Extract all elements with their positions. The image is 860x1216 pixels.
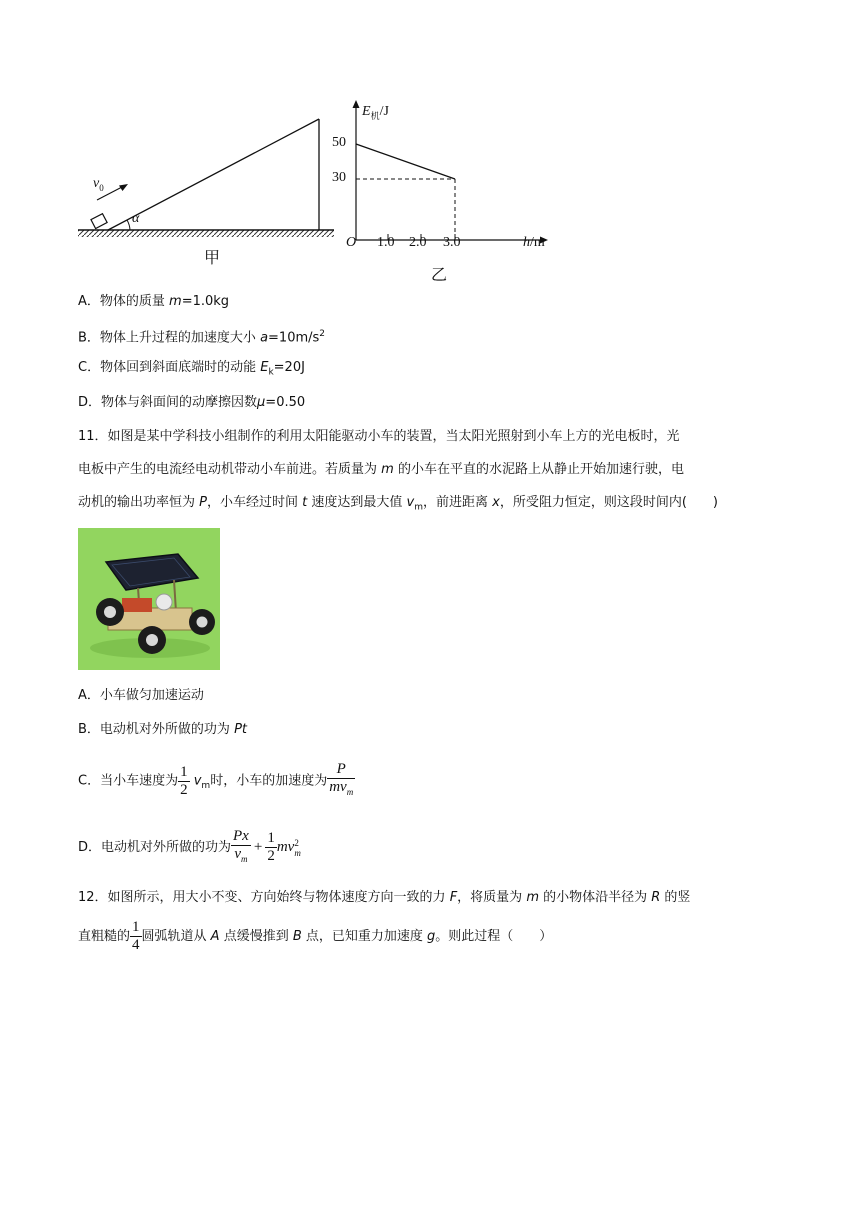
solar-car-photo: [78, 528, 220, 670]
solar-car-illustration: [78, 528, 220, 670]
y-axis-arrow: [353, 100, 360, 108]
one-half-fraction: $\frac{1}{2}$: [267, 830, 275, 864]
incline-surface: [108, 119, 319, 230]
q11-stem-line1: 11．如图是某中学科技小组制作的利用太阳能驱动小车的装置，当太阳光照射到小车上方的光电板时，光: [78, 429, 680, 444]
y-tick-30: 30: [332, 170, 346, 185]
q11-stem-line3: 动机的输出功率恒为 P，小车经过时间 t 速度达到最大值 $v_m$，前进距离 x，所受阻力恒定，则这段时间内( ): [78, 495, 718, 513]
q10-option-d: D．物体与斜面间的动摩擦因数μ=0.50: [78, 395, 306, 410]
x-tick-label-2: 2.0: [409, 235, 427, 250]
px-over-vm-fraction: $\frac{Px}{v_m}$: [233, 827, 249, 864]
figure-yi-caption: 乙: [431, 265, 448, 284]
q11-option-d: D．电动机对外所做的功为 $\frac{Px}{v_m}$ + $\frac{1}{2}$ mv 2 m: [78, 827, 301, 868]
q12-stem-line1: 12．如图所示，用大小不变、方向始终与物体速度方向一致的力 F，将质量为 m 的小物体沿半径为 R 的竖: [78, 890, 691, 905]
x-tick-label-1: 1.0: [377, 235, 395, 250]
alpha-label: α: [132, 211, 140, 226]
q12-stem-line2: 直粗糙的 $\frac{1}{4}$ 圆弧轨道从 A 点缓慢推到 B 点，已知重力加速度 g。则此过程（ ）: [78, 919, 553, 953]
half-fraction: $\frac{1}{2}$: [180, 763, 188, 798]
q11-option-c: C．当小车速度为 $\frac{1}{2}$ $v_m$时，小车的加速度为 $\frac{P}{mv_m}$: [78, 761, 355, 806]
q11-option-b: B．电动机对外所做的功为 Pt: [78, 722, 247, 737]
x-tick-label-3: 3.0: [443, 235, 461, 250]
q10-option-b: B．物体上升过程的加速度大小 $a=10m/s^2$: [78, 329, 326, 346]
graph-x-label: h/m: [523, 235, 545, 250]
q10-option-c: C．物体回到斜面底端时的动能 $E_k=20J$: [78, 360, 305, 378]
v0-label: $v_0$: [93, 176, 104, 193]
energy-line: [356, 144, 455, 179]
angle-arc: [127, 220, 130, 230]
block: [91, 214, 107, 229]
energy-graph: [340, 98, 560, 258]
q11-stem-line2: 电板中产生的电流经电动机带动小车前进。若质量为 m 的小车在平直的水泥路上从静止开始加速行驶，电: [78, 462, 684, 477]
quarter-fraction: $\frac{1}{4}$: [132, 919, 140, 953]
figure-jia-caption: 甲: [204, 248, 221, 267]
q10-option-a: A．物体的质量 m=1.0kg: [78, 294, 230, 309]
q11-option-a: A．小车做匀加速运动: [78, 688, 204, 703]
graph-y-label: $E_机/J$: [362, 104, 389, 121]
ground-hatch: [78, 230, 334, 237]
accel-fraction: $\frac{P}{mv_m}$: [329, 761, 354, 797]
velocity-arrowhead: [119, 184, 128, 191]
y-tick-50: 50: [332, 135, 346, 150]
origin-label: O: [346, 235, 357, 250]
